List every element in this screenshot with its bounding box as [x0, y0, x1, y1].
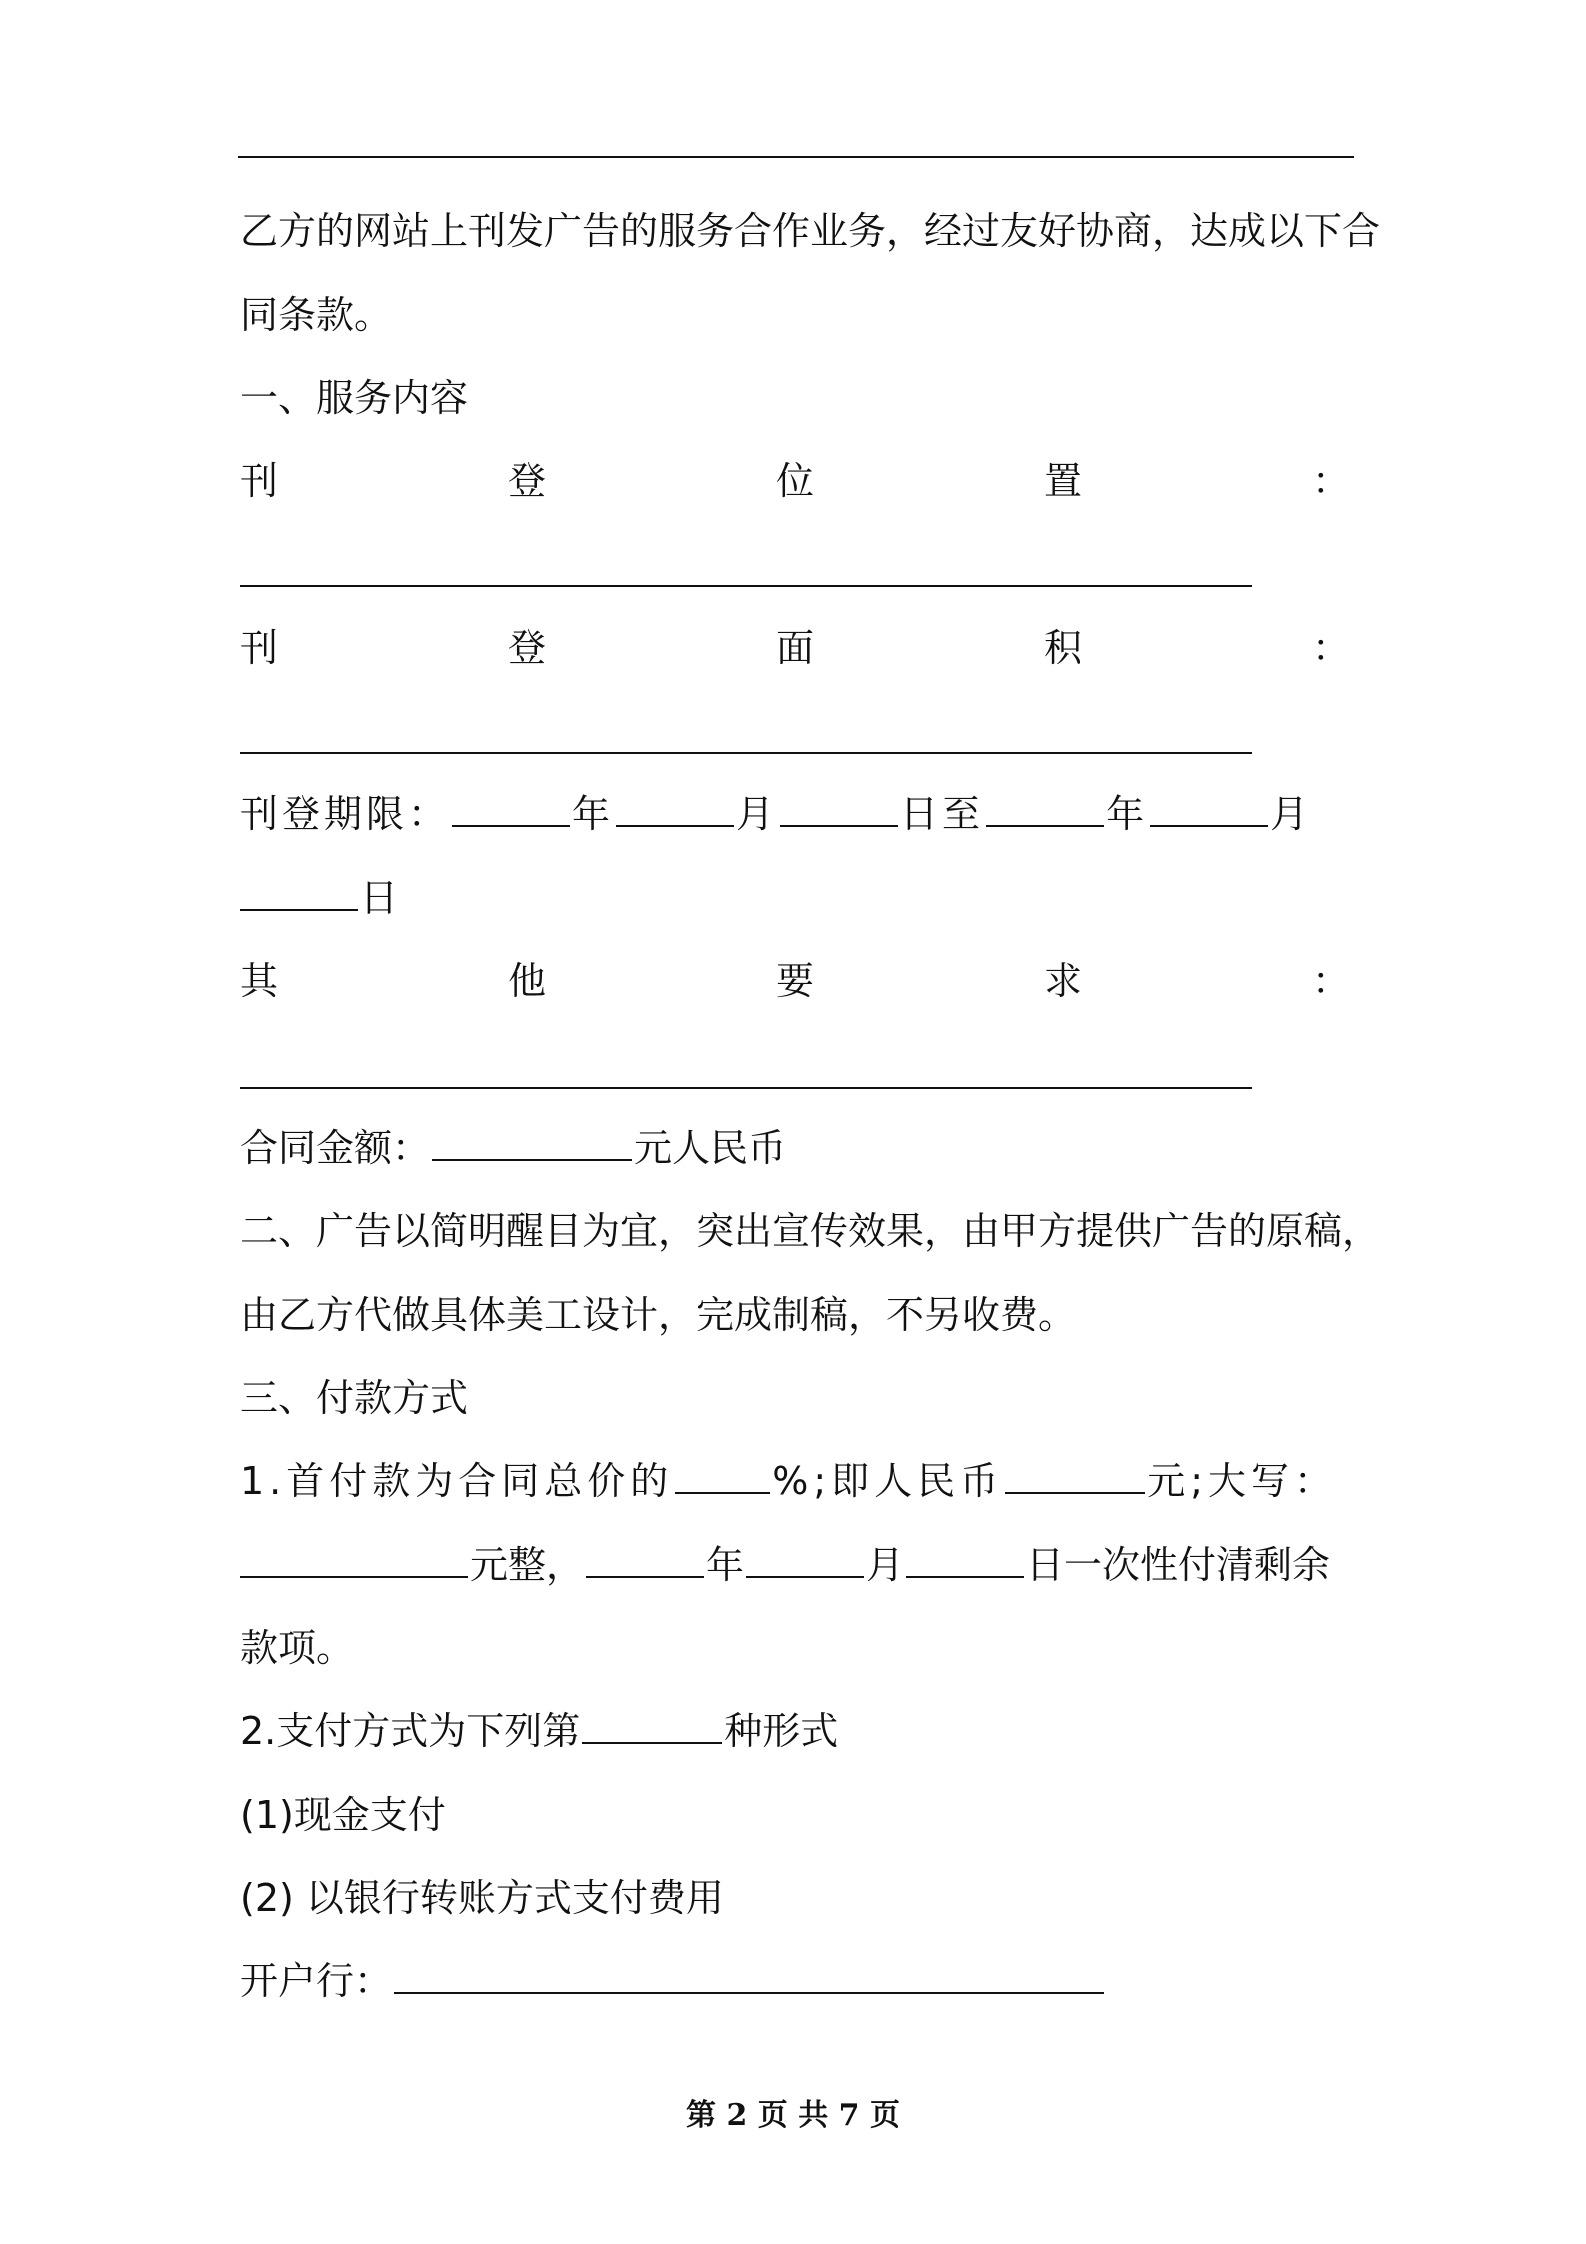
- payment-option-cash: (1)现金支付: [240, 1793, 446, 1837]
- amount-unit: 元人民币: [634, 1126, 787, 1170]
- text-line: 同条款。: [240, 293, 393, 337]
- blank-line-position: [240, 585, 1252, 587]
- label-char: 面: [775, 626, 814, 670]
- text: 1.首付款为合同总价的: [240, 1459, 674, 1503]
- blank: [432, 1123, 632, 1161]
- text-line: 由乙方代做具体美工设计，完成制稿，不另收费。: [240, 1293, 1077, 1337]
- blank: [394, 1956, 1104, 1994]
- blank: [906, 1540, 1024, 1578]
- bank-label: 开户行：: [240, 1959, 393, 2003]
- period-unit: 年: [1106, 792, 1149, 836]
- blank-line-other: [240, 1087, 1252, 1089]
- label-char: 求: [1043, 959, 1082, 1003]
- label-char: 要: [775, 959, 814, 1003]
- blank: [240, 873, 358, 911]
- label-char: 其: [240, 959, 279, 1003]
- payment-item-2: [240, 1706, 1350, 1756]
- header-rule: [238, 156, 1354, 158]
- field-area-label: [240, 623, 1350, 673]
- blank: [746, 1540, 864, 1578]
- amount-label: 合同金额：: [240, 1126, 431, 1170]
- payment-item-1: [240, 1456, 1350, 1506]
- label-char: 登: [507, 626, 546, 670]
- text: 元;大写：: [1147, 1459, 1337, 1503]
- text: 种形式: [724, 1709, 839, 1753]
- label-char: 刊: [240, 459, 279, 503]
- period-unit: 年: [572, 792, 615, 836]
- period-unit: 日: [360, 876, 399, 920]
- text: 日一次性付清剩余: [1026, 1543, 1331, 1587]
- section-heading-payment: 三、付款方式: [240, 1376, 469, 1420]
- label-char: 积: [1043, 626, 1082, 670]
- field-period-cont: [240, 873, 1350, 923]
- label-char: 他: [507, 959, 546, 1003]
- label-char: 位: [775, 459, 814, 503]
- text: %;即人民币: [772, 1459, 1004, 1503]
- blank: [582, 1706, 722, 1744]
- label-char: 登: [507, 459, 546, 503]
- blank: [616, 789, 734, 827]
- text: 年: [706, 1543, 745, 1587]
- blank: [986, 789, 1104, 827]
- period-label: 刊登期限：: [240, 792, 451, 836]
- blank: [780, 789, 898, 827]
- field-amount: [240, 1123, 1350, 1173]
- blank: [1005, 1456, 1145, 1494]
- field-position-label: [240, 456, 1350, 506]
- period-unit: 月: [1270, 792, 1313, 836]
- blank: [1150, 789, 1268, 827]
- text: 月: [866, 1543, 905, 1587]
- text-line: 二、广告以简明醒目为宜，突出宣传效果，由甲方提供广告的原稿，: [240, 1209, 1381, 1253]
- field-bank: [240, 1956, 1350, 2006]
- label-char: ：: [1311, 626, 1350, 670]
- text: 元整，: [470, 1543, 585, 1587]
- blank: [240, 1540, 468, 1578]
- page-footer: 第 2 页 共 7 页: [686, 2098, 900, 2133]
- field-period: [240, 789, 1350, 839]
- payment-item-1-cont: [240, 1540, 1350, 1590]
- blank: [452, 789, 570, 827]
- period-unit: 月: [736, 792, 779, 836]
- text-line: 款项。: [240, 1626, 355, 1670]
- text-line: 乙方的网站上刊发广告的服务合作业务，经过友好协商，达成以下合: [240, 209, 1381, 253]
- blank: [586, 1540, 704, 1578]
- label-char: ：: [1311, 959, 1350, 1003]
- label-char: 置: [1043, 459, 1082, 503]
- blank-line-area: [240, 752, 1252, 754]
- label-char: ：: [1311, 459, 1350, 503]
- period-unit: 日至: [900, 792, 985, 836]
- label-char: 刊: [240, 626, 279, 670]
- payment-option-bank: (2) 以银行转账方式支付费用: [240, 1876, 724, 1920]
- blank: [675, 1456, 770, 1494]
- field-other-label: [240, 956, 1350, 1006]
- section-heading-service: 一、服务内容: [240, 376, 469, 420]
- text: 2.支付方式为下列第: [240, 1709, 581, 1753]
